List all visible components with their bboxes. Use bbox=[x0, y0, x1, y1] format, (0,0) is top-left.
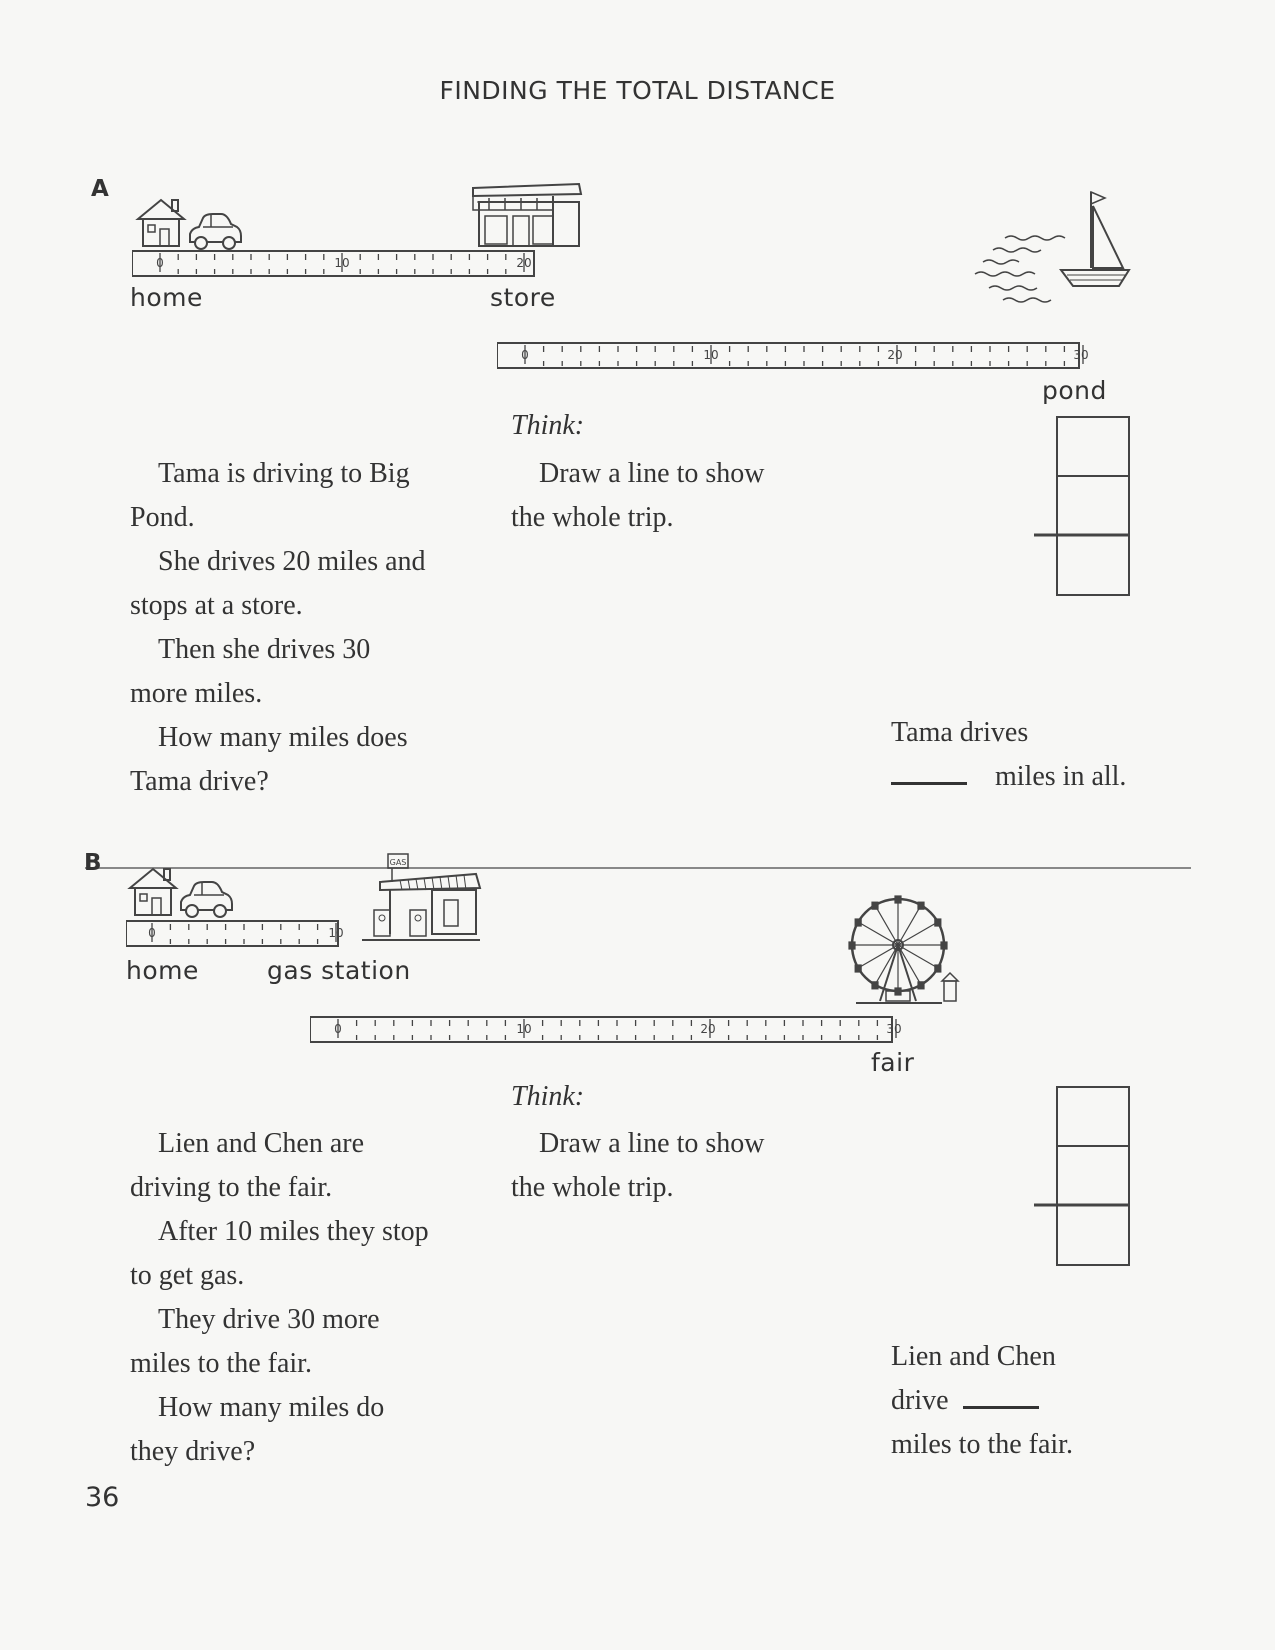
tick-label: 20 bbox=[700, 1022, 716, 1036]
gas-sign-text: GAS bbox=[389, 858, 407, 867]
waves-icon bbox=[975, 236, 1065, 302]
place-label-fair: fair bbox=[871, 1048, 915, 1077]
problem-line: Tama drive? bbox=[130, 766, 269, 797]
problem-line: After 10 miles they stop bbox=[158, 1216, 429, 1247]
section-b-label: B bbox=[84, 850, 102, 876]
tick-label: 30 bbox=[886, 1022, 902, 1036]
problem-line: Then she drives 30 bbox=[158, 634, 371, 665]
ruler-home-to-gas bbox=[126, 920, 356, 954]
tick-label: 10 bbox=[334, 256, 350, 270]
ferris-gondola bbox=[849, 942, 855, 949]
gas-station-icon bbox=[360, 852, 484, 946]
instruction-text: the whole trip. bbox=[511, 502, 674, 533]
problem-line: They drive 30 more bbox=[158, 1304, 380, 1335]
tick-label: 10 bbox=[516, 1022, 532, 1036]
ruler-ticks bbox=[152, 923, 336, 944]
section-a-label: A bbox=[91, 176, 109, 202]
house-icon bbox=[126, 866, 180, 918]
problem-line: to get gas. bbox=[130, 1260, 245, 1291]
problem-line: miles to the fair. bbox=[130, 1348, 312, 1379]
ferris-gondola bbox=[855, 919, 861, 926]
car-icon bbox=[178, 880, 234, 920]
ruler-ticks bbox=[338, 1019, 896, 1040]
answer-text: Tama drives bbox=[891, 717, 1029, 748]
answer-text: drive bbox=[891, 1385, 949, 1416]
problem-line: more miles. bbox=[130, 678, 263, 709]
problem-line: stops at a store. bbox=[130, 590, 303, 621]
ferris-gondola bbox=[918, 982, 924, 989]
ruler-ticks bbox=[525, 345, 1083, 366]
answer-blank[interactable] bbox=[891, 756, 967, 785]
think-label: Think: bbox=[511, 1081, 585, 1112]
house-icon bbox=[134, 197, 188, 249]
problem-line: they drive? bbox=[130, 1436, 256, 1467]
answer-text: miles in all. bbox=[995, 761, 1127, 792]
answer-text: miles to the fair. bbox=[891, 1429, 1073, 1460]
instruction-text: Draw a line to show bbox=[539, 458, 765, 489]
instruction-line bbox=[511, 452, 765, 540]
ferris-gondola bbox=[895, 896, 901, 903]
store-icon bbox=[467, 178, 587, 248]
page-title: FINDING THE TOTAL DISTANCE bbox=[439, 76, 836, 105]
tick-label: 20 bbox=[887, 348, 903, 362]
ruler-gas-to-fair bbox=[310, 1016, 910, 1050]
ruler-store-to-pond bbox=[497, 342, 1097, 376]
addition-work-box[interactable] bbox=[1034, 416, 1134, 598]
addition-work-box[interactable] bbox=[1034, 1086, 1134, 1268]
instruction-line bbox=[511, 1122, 765, 1210]
ferris-gondola bbox=[935, 919, 941, 926]
place-label-pond: pond bbox=[1042, 376, 1107, 405]
instruction-text: Draw a line to show bbox=[539, 1128, 765, 1159]
place-label-home: home bbox=[126, 956, 199, 985]
answer-sentence-a bbox=[891, 711, 1126, 799]
place-label-store: store bbox=[490, 283, 556, 312]
tick-label: 10 bbox=[703, 348, 719, 362]
ferris-gondola bbox=[855, 965, 861, 972]
ferris-gondola bbox=[918, 902, 924, 909]
section-divider bbox=[85, 867, 1191, 869]
problem-line: How many miles do bbox=[158, 1392, 385, 1423]
place-label-gas-station: gas station bbox=[267, 956, 411, 985]
tick-label: 10 bbox=[328, 926, 344, 940]
ferris-gondola bbox=[872, 982, 878, 989]
problem-text-b bbox=[130, 1122, 490, 1474]
instruction-text: the whole trip. bbox=[511, 1172, 674, 1203]
problem-line: Tama is driving to Big bbox=[158, 458, 410, 489]
problem-text-a bbox=[130, 452, 490, 804]
ruler-home-to-store bbox=[132, 250, 562, 284]
ferris-wheel-icon bbox=[846, 893, 966, 1011]
sailboat-icon bbox=[973, 188, 1135, 318]
problem-line: How many miles does bbox=[158, 722, 408, 753]
problem-line: She drives 20 miles and bbox=[158, 546, 426, 577]
tick-label: 30 bbox=[1073, 348, 1089, 362]
tick-label: 0 bbox=[521, 348, 529, 362]
car-icon bbox=[187, 212, 243, 252]
answer-blank[interactable] bbox=[963, 1380, 1039, 1409]
page-number: 36 bbox=[85, 1482, 120, 1513]
ferris-gondola bbox=[872, 902, 878, 909]
place-label-home: home bbox=[130, 283, 203, 312]
problem-line: driving to the fair. bbox=[130, 1172, 333, 1203]
tick-label: 0 bbox=[148, 926, 156, 940]
tick-label: 20 bbox=[516, 256, 532, 270]
answer-sentence-b bbox=[891, 1335, 1073, 1467]
tick-label: 0 bbox=[156, 256, 164, 270]
tick-label: 0 bbox=[334, 1022, 342, 1036]
think-label: Think: bbox=[511, 410, 585, 441]
ferris-gondola bbox=[935, 965, 941, 972]
problem-line: Pond. bbox=[130, 502, 195, 533]
problem-line: Lien and Chen are bbox=[158, 1128, 365, 1159]
answer-text: Lien and Chen bbox=[891, 1341, 1056, 1372]
ferris-gondola bbox=[941, 942, 947, 949]
